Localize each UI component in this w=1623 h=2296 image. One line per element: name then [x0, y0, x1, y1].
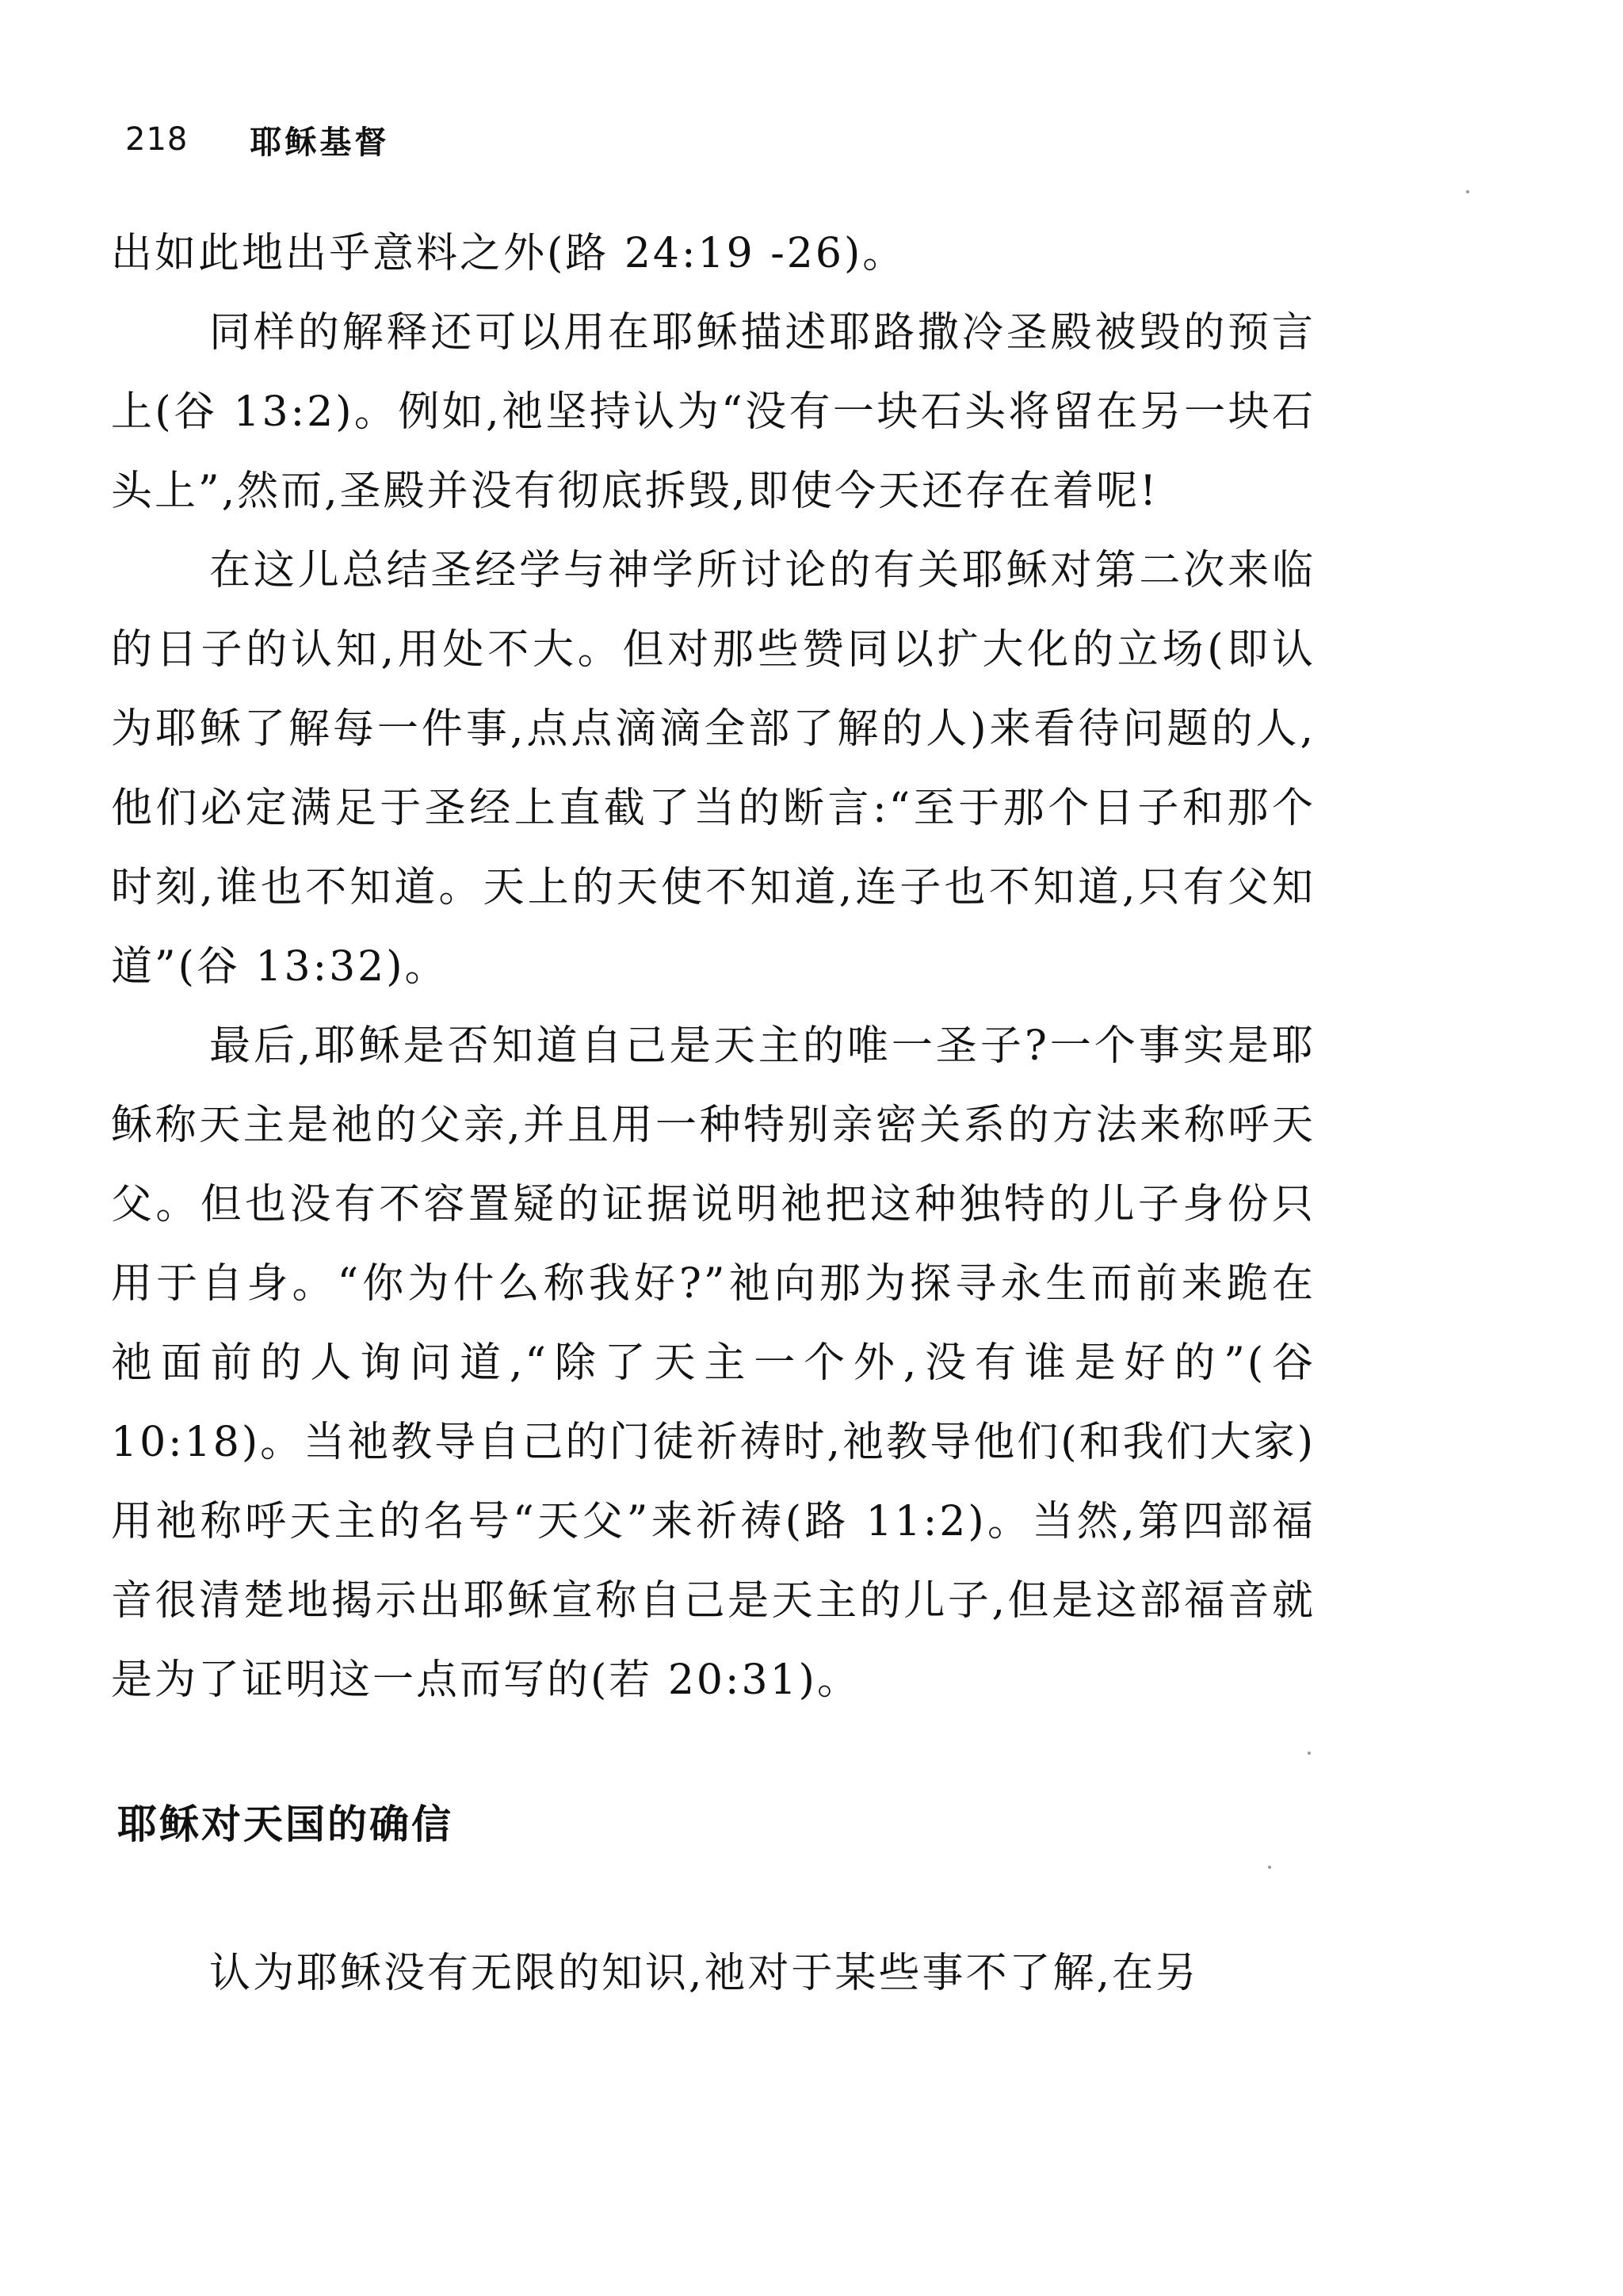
paragraph-second-coming: 在这儿总结圣经学与神学所讨论的有关耶稣对第二次来临的日子的认知,用处不大。但对那些赞同以扩大化的立场(即认为耶稣了解每一件事,点点滴滴全部了解的人)来看待问题的人,他们必定满足于圣经上直截了当的断言:“至于那个日子和那个时刻,谁也不知道。天上的天使不知道,连子也不知道,只有父知道”(谷 13:32)。	[111, 547, 1316, 991]
scan-speck	[1466, 190, 1469, 193]
section-body	[111, 1934, 1316, 2013]
page-number: 218	[125, 121, 189, 158]
scan-speck	[1268, 1866, 1271, 1869]
scan-speck	[1308, 1752, 1311, 1755]
section-heading: 耶稣对天国的确信	[117, 1801, 453, 1847]
running-head: 耶稣基督	[250, 124, 390, 161]
paragraph-continuation: 出如此地出乎意料之外(路 24:19 -26)。	[111, 230, 907, 277]
paragraph-son-of-god: 最后,耶稣是否知道自己是天主的唯一圣子?一个事实是耶稣称天主是祂的父亲,并且用一种特别亲密关系的方法来称呼天父。但也没有不容置疑的证据说明祂把这种独特的儿子身份只用于自身。“你为什么称我好?”祂向那为探寻永生而前来跪在祂面前的人询问道,“除了天主一个外,没有谁是好的”(谷 10:18)。当祂教导自己的门徒祈祷时,祂教导他们(和我们大家)用祂称呼天主的名号“天父”来祈祷(路 11:2)。当然,第四部福音很清楚地揭示出耶稣宣称自己是天主的儿子,但是这部福音就是为了证明这一点而写的(若 20:31)。	[111, 1022, 1316, 1704]
paragraph-section-start: 认为耶稣没有无限的知识,祂对于某些事不了解,在另	[209, 1950, 1200, 1997]
page-header	[125, 116, 389, 163]
body-text	[111, 214, 1316, 1720]
paragraph-temple-prophecy: 同样的解释还可以用在耶稣描述耶路撒冷圣殿被毁的预言上(谷 13:2)。例如,祂坚持认为“没有一块石头将留在另一块石头上”,然而,圣殿并没有彻底拆毁,即使今天还存在着呢!	[111, 309, 1316, 515]
